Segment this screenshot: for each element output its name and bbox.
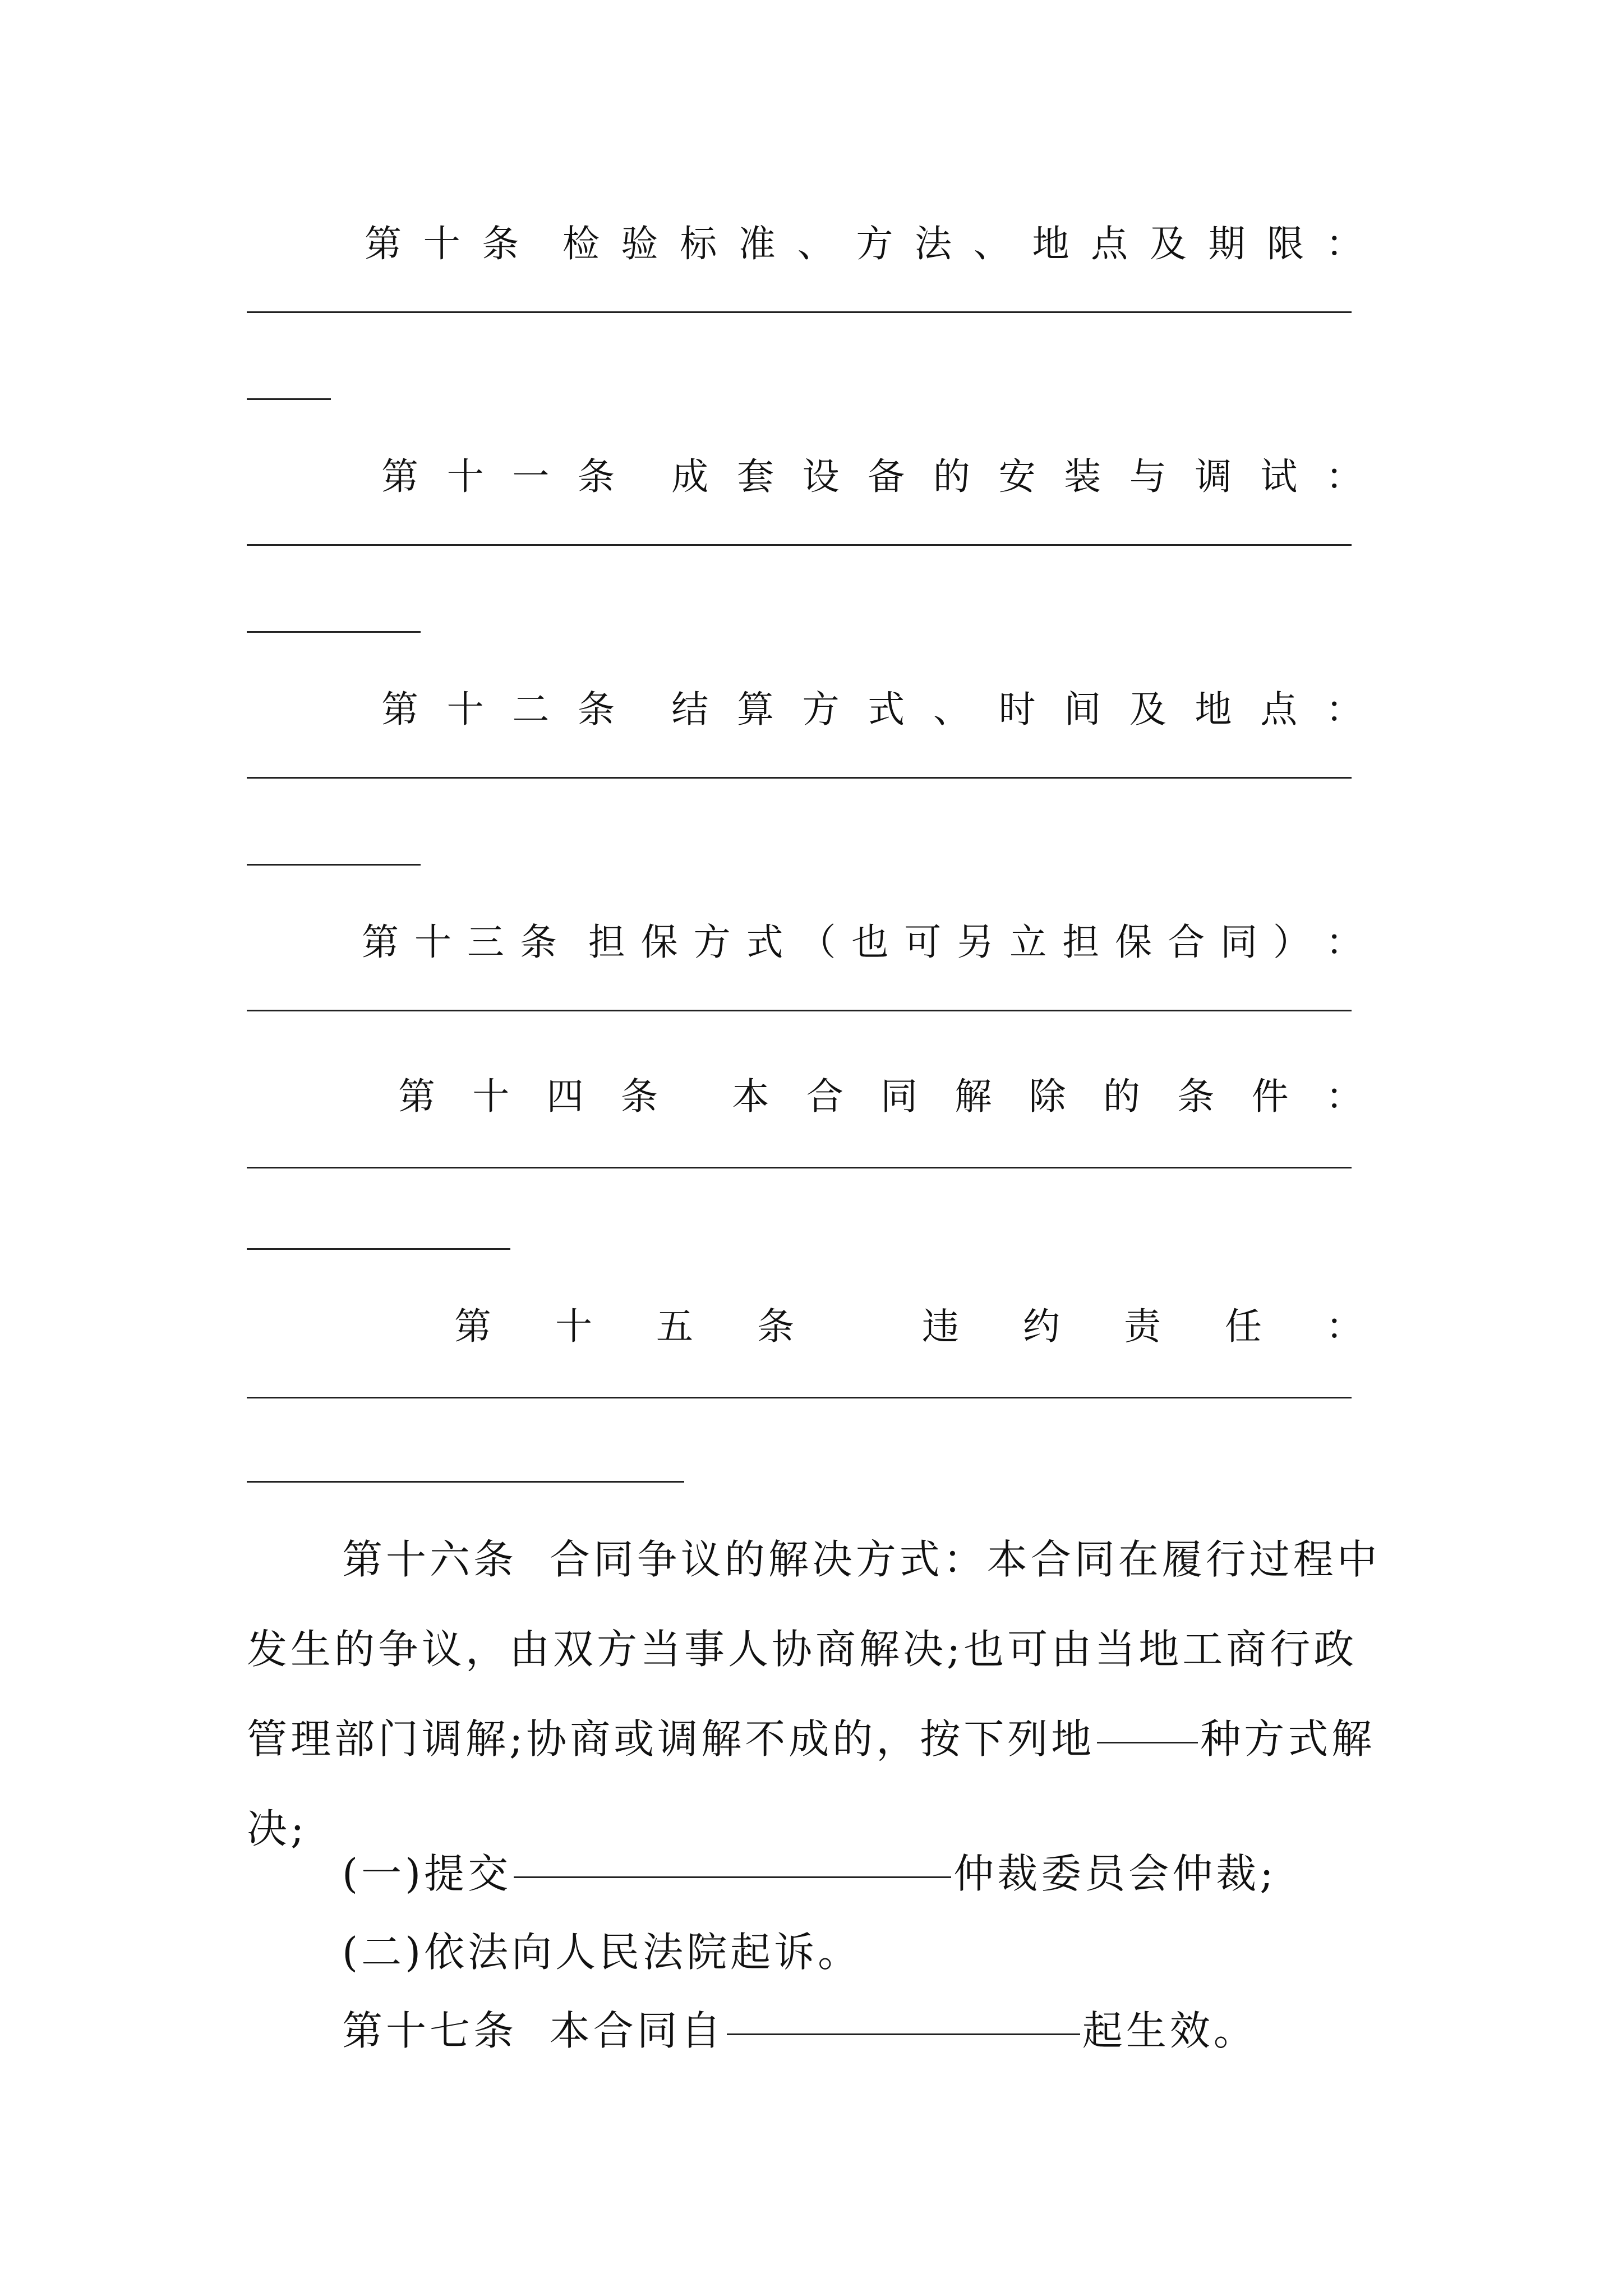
heading-char: 设	[802, 455, 840, 498]
heading-char: 十	[472, 1075, 510, 1118]
heading-char: 准	[738, 222, 776, 265]
heading-char: 安	[998, 455, 1036, 498]
heading-char: 第	[365, 222, 402, 265]
article-14-blank-line-1	[247, 1167, 1352, 1168]
heading-char: 调	[1195, 455, 1232, 498]
article-17-blank	[727, 2033, 1080, 2035]
article-15-blank-line-2	[247, 1481, 684, 1483]
heading-char: 验	[621, 222, 658, 265]
article-13-heading	[362, 912, 1363, 973]
heading-char: 条	[482, 222, 519, 265]
heading-char: 及	[1149, 222, 1187, 265]
article-17-line	[247, 1986, 1396, 2076]
heading-char: 十	[414, 921, 451, 964]
option-1-prefix: (一)提交	[342, 1850, 512, 1897]
heading-char: 约	[1023, 1305, 1060, 1348]
heading-char: 立	[1009, 921, 1047, 964]
heading-char: 与	[1129, 455, 1166, 498]
heading-char: 另	[957, 921, 994, 964]
heading-char: 同	[880, 1075, 918, 1118]
heading-char: ：	[1325, 1075, 1363, 1118]
article-11-heading	[381, 446, 1363, 508]
heading-char: 保	[1115, 921, 1152, 964]
option-1-line	[247, 1829, 1396, 1918]
article-14-blank-line-2	[247, 1248, 510, 1250]
heading-char: 的	[933, 455, 970, 498]
heading-char: 解	[955, 1075, 992, 1118]
heading-char: 地	[1032, 222, 1069, 265]
heading-char: 检	[562, 222, 600, 265]
heading-char: 同	[1220, 921, 1257, 964]
heading-char: 第	[381, 688, 418, 731]
article-11-blank-line-2	[247, 631, 421, 633]
heading-char: 、	[797, 222, 834, 265]
heading-char: 间	[1064, 688, 1101, 731]
heading-char: 套	[736, 455, 774, 498]
article-17-suffix: 起生效。	[1082, 2007, 1257, 2054]
option-2-text: (二)依法向人民法院起诉。	[342, 1929, 862, 1976]
heading-char: 方	[856, 222, 893, 265]
option-1-blank	[514, 1876, 951, 1878]
article-16-paragraph	[247, 1515, 1396, 1874]
heading-char: 式	[868, 688, 905, 731]
heading-char: 条	[1177, 1075, 1215, 1118]
heading-char: 时	[998, 688, 1036, 731]
heading-char: 除	[1029, 1075, 1066, 1118]
heading-char: 试	[1260, 455, 1298, 498]
heading-char: 可	[904, 921, 942, 964]
heading-char: 第	[362, 921, 399, 964]
heading-char: 点	[1091, 222, 1128, 265]
heading-char: 一	[512, 455, 550, 498]
heading-char: 合	[806, 1075, 843, 1118]
heading-char: （	[799, 921, 836, 964]
article-12-blank-line-1	[247, 777, 1352, 779]
article-17-prefix: 第十七条 本合同自	[342, 2007, 725, 2054]
heading-char: 也	[851, 921, 889, 964]
heading-char: 违	[922, 1305, 959, 1348]
heading-char: 十	[555, 1305, 592, 1348]
article-12-blank-line-2	[247, 864, 421, 866]
article-12-heading	[381, 679, 1363, 740]
heading-char: 五	[656, 1305, 693, 1348]
heading-char: 期	[1208, 222, 1246, 265]
heading-char: 担	[588, 921, 625, 964]
article-14-heading	[398, 1066, 1363, 1128]
heading-char: 三	[467, 921, 504, 964]
heading-char: 四	[546, 1075, 584, 1118]
article-15-heading	[454, 1296, 1363, 1358]
article-10-blank-line-2	[247, 398, 331, 400]
article-10-heading	[365, 213, 1363, 275]
heading-char: 的	[1103, 1075, 1140, 1118]
heading-char: 保	[640, 921, 678, 964]
heading-char: 成	[671, 455, 709, 498]
heading-char: 任	[1225, 1305, 1262, 1348]
heading-char: 算	[736, 688, 774, 731]
heading-char: 地	[1195, 688, 1232, 731]
heading-char: 式	[746, 921, 783, 964]
option-2-line	[247, 1907, 1396, 1997]
heading-char: 担	[1062, 921, 1100, 964]
article-10-blank-line-1	[247, 311, 1352, 313]
heading-char: 条	[577, 455, 615, 498]
heading-char: 件	[1251, 1075, 1289, 1118]
heading-char: 备	[868, 455, 905, 498]
heading-char: 二	[512, 688, 550, 731]
article-11-blank-line-1	[247, 544, 1352, 546]
article-16-text-b: 种方式解决;	[247, 1715, 1376, 1852]
heading-char: 条	[757, 1305, 794, 1348]
heading-char: ：	[1325, 222, 1363, 265]
heading-char: 标	[680, 222, 717, 265]
heading-char: 本	[732, 1075, 769, 1118]
article-16-blank	[1097, 1742, 1198, 1743]
heading-char: 条	[519, 921, 557, 964]
heading-char: ：	[1325, 921, 1363, 964]
heading-char: 结	[671, 688, 709, 731]
article-15-blank-line-1	[247, 1397, 1352, 1398]
heading-char: 法	[915, 222, 952, 265]
heading-char: 十	[446, 688, 484, 731]
heading-char: 十	[423, 222, 460, 265]
heading-char: 第	[454, 1305, 491, 1348]
option-1-suffix: 仲裁委员会仲裁;	[953, 1850, 1277, 1897]
heading-char: 责	[1124, 1305, 1161, 1348]
heading-char: 合	[1168, 921, 1205, 964]
heading-char: 十	[446, 455, 484, 498]
heading-char: 第	[381, 455, 418, 498]
heading-char: 第	[398, 1075, 435, 1118]
heading-char: 方	[802, 688, 840, 731]
heading-char: 、	[933, 688, 970, 731]
heading-char: ：	[1326, 1305, 1363, 1348]
heading-char: ）	[1272, 921, 1310, 964]
heading-char: 、	[973, 222, 1011, 265]
article-13-blank-line-1	[247, 1010, 1352, 1011]
article-16-text-a: 第十六条 合同争议的解决方式：本合同在履行过程中发生的争议，由双方当事人协商解决;也可由当地工商行政管理部门调解;协商或调解不成的，按下列地	[247, 1536, 1381, 1763]
heading-char: 方	[693, 921, 731, 964]
heading-char: 及	[1129, 688, 1166, 731]
heading-char: ：	[1325, 688, 1363, 731]
heading-char: 限	[1267, 222, 1304, 265]
heading-char: 条	[577, 688, 615, 731]
heading-char: 点	[1260, 688, 1298, 731]
heading-char: 条	[620, 1075, 658, 1118]
heading-char: ：	[1325, 455, 1363, 498]
heading-char: 装	[1064, 455, 1101, 498]
